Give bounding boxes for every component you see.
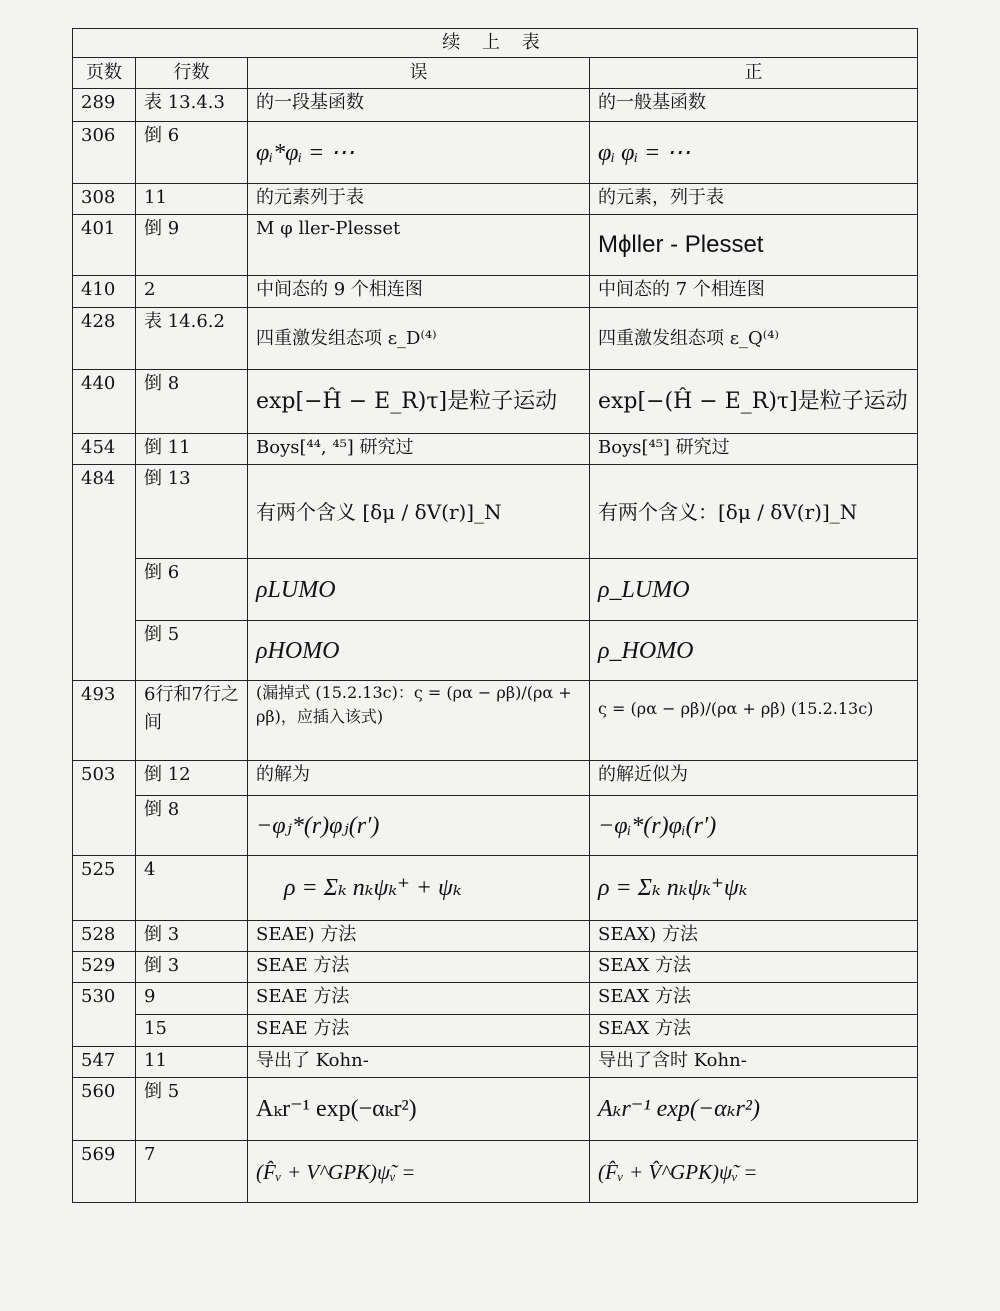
table-row bbox=[73, 796, 918, 856]
header-page: 页数 bbox=[73, 58, 136, 89]
page-cell: 454 bbox=[73, 434, 136, 465]
table-row bbox=[73, 276, 918, 308]
wrong-cell: (F̂ᵥ + V^GPK)ψ̃ᵥ = bbox=[248, 1141, 590, 1203]
right-cell: Mϕller - Plesset bbox=[590, 215, 918, 276]
right-cell: Boys[⁴⁵] 研究过 bbox=[590, 434, 918, 465]
table-row bbox=[73, 921, 918, 952]
table-row bbox=[73, 370, 918, 434]
wrong-cell: SEAE 方法 bbox=[248, 1015, 590, 1047]
wrong-cell: φᵢ*φᵢ = ⋯ bbox=[248, 122, 590, 184]
line-cell: 倒 5 bbox=[136, 621, 248, 681]
line-cell: 倒 8 bbox=[136, 370, 248, 434]
errata-table bbox=[72, 28, 918, 1203]
table-row bbox=[73, 308, 918, 370]
header-row bbox=[73, 58, 918, 89]
line-cell: 表 14.6.2 bbox=[136, 308, 248, 370]
right-cell: exp[−(Ĥ − E_R)τ]是粒子运动 bbox=[590, 370, 918, 434]
wrong-cell: (漏掉式 (15.2.13c)：ς = (ρα − ρβ)/(ρα + ρβ)，应插入该式) bbox=[248, 681, 590, 761]
table-row bbox=[73, 681, 918, 761]
table-row bbox=[73, 465, 918, 559]
page-cell: 528 bbox=[73, 921, 136, 952]
right-cell: ρ = Σₖ nₖψₖ⁺ψₖ bbox=[590, 856, 918, 921]
line-cell: 倒 3 bbox=[136, 921, 248, 952]
right-cell: ς = (ρα − ρβ)/(ρα + ρβ) (15.2.13c) bbox=[590, 681, 918, 761]
right-cell: 中间态的 7 个相连图 bbox=[590, 276, 918, 308]
header-wrong: 误 bbox=[248, 58, 590, 89]
line-cell: 倒 6 bbox=[136, 122, 248, 184]
wrong-cell: SEAE 方法 bbox=[248, 952, 590, 983]
table-row bbox=[73, 434, 918, 465]
page-cell: 484 bbox=[73, 465, 136, 681]
right-cell: SEAX) 方法 bbox=[590, 921, 918, 952]
wrong-cell: exp[−Ĥ − E_R)τ]是粒子运动 bbox=[248, 370, 590, 434]
wrong-cell: −φⱼ*(r)φⱼ(r′) bbox=[248, 796, 590, 856]
page-cell: 530 bbox=[73, 983, 136, 1047]
line-cell: 倒 3 bbox=[136, 952, 248, 983]
line-cell: 倒 11 bbox=[136, 434, 248, 465]
line-cell: 4 bbox=[136, 856, 248, 921]
wrong-cell: SEAE) 方法 bbox=[248, 921, 590, 952]
line-cell: 7 bbox=[136, 1141, 248, 1203]
line-cell: 6行和7行之间 bbox=[136, 681, 248, 761]
page-cell: 308 bbox=[73, 184, 136, 215]
right-cell: 的一般基函数 bbox=[590, 89, 918, 122]
line-cell: 倒 6 bbox=[136, 559, 248, 621]
table-row bbox=[73, 983, 918, 1015]
page-cell: 428 bbox=[73, 308, 136, 370]
right-cell: ρ_HOMO bbox=[590, 621, 918, 681]
page-cell: 569 bbox=[73, 1141, 136, 1203]
wrong-cell: 有两个含义 [δμ / δV(r)]_N bbox=[248, 465, 590, 559]
wrong-cell: 的一段基函数 bbox=[248, 89, 590, 122]
wrong-cell: Aₖr⁻¹ exp(−αₖr²) bbox=[248, 1078, 590, 1141]
wrong-cell: 的解为 bbox=[248, 761, 590, 796]
page-cell: 547 bbox=[73, 1047, 136, 1078]
line-cell: 2 bbox=[136, 276, 248, 308]
right-cell: (F̂ᵥ + V̂^GPK)ψ̃ᵥ = bbox=[590, 1141, 918, 1203]
header-line: 行数 bbox=[136, 58, 248, 89]
right-cell: −φᵢ*(r)φᵢ(r′) bbox=[590, 796, 918, 856]
page-cell: 440 bbox=[73, 370, 136, 434]
line-cell: 倒 5 bbox=[136, 1078, 248, 1141]
header-right: 正 bbox=[590, 58, 918, 89]
right-cell: 导出了含时 Kohn- bbox=[590, 1047, 918, 1078]
page-cell: 525 bbox=[73, 856, 136, 921]
line-cell: 9 bbox=[136, 983, 248, 1015]
table-row bbox=[73, 184, 918, 215]
table-row bbox=[73, 952, 918, 983]
table-row bbox=[73, 122, 918, 184]
table-row bbox=[73, 1015, 918, 1047]
right-cell: 的元素，列于表 bbox=[590, 184, 918, 215]
table-row bbox=[73, 1047, 918, 1078]
wrong-cell: SEAE 方法 bbox=[248, 983, 590, 1015]
page-cell: 401 bbox=[73, 215, 136, 276]
right-cell: SEAX 方法 bbox=[590, 952, 918, 983]
line-cell: 倒 12 bbox=[136, 761, 248, 796]
page-cell: 529 bbox=[73, 952, 136, 983]
right-cell: Aₖr⁻¹ exp(−αₖr²) bbox=[590, 1078, 918, 1141]
table-title: 续 上 表 bbox=[73, 29, 918, 58]
wrong-cell: 中间态的 9 个相连图 bbox=[248, 276, 590, 308]
table-row bbox=[73, 215, 918, 276]
line-cell: 表 13.4.3 bbox=[136, 89, 248, 122]
wrong-cell: ρLUMO bbox=[248, 559, 590, 621]
table-row bbox=[73, 1078, 918, 1141]
right-cell: SEAX 方法 bbox=[590, 983, 918, 1015]
table-row bbox=[73, 1141, 918, 1203]
page-cell: 493 bbox=[73, 681, 136, 761]
table-row bbox=[73, 89, 918, 122]
wrong-cell: 的元素列于表 bbox=[248, 184, 590, 215]
table-row bbox=[73, 559, 918, 621]
table-title-row bbox=[73, 29, 918, 58]
wrong-cell: ρHOMO bbox=[248, 621, 590, 681]
line-cell: 11 bbox=[136, 1047, 248, 1078]
line-cell: 11 bbox=[136, 184, 248, 215]
wrong-cell: 四重激发组态项 ε_D⁽⁴⁾ bbox=[248, 308, 590, 370]
wrong-cell: 导出了 Kohn- bbox=[248, 1047, 590, 1078]
right-cell: ρ_LUMO bbox=[590, 559, 918, 621]
right-cell: 的解近似为 bbox=[590, 761, 918, 796]
page-cell: 306 bbox=[73, 122, 136, 184]
wrong-cell: ρ = Σₖ nₖψₖ⁺ + ψₖ bbox=[248, 856, 590, 921]
line-cell: 15 bbox=[136, 1015, 248, 1047]
table-row bbox=[73, 621, 918, 681]
line-cell: 倒 8 bbox=[136, 796, 248, 856]
table-row bbox=[73, 856, 918, 921]
page-cell: 289 bbox=[73, 89, 136, 122]
right-cell: 四重激发组态项 ε_Q⁽⁴⁾ bbox=[590, 308, 918, 370]
page-cell: 503 bbox=[73, 761, 136, 856]
line-cell: 倒 9 bbox=[136, 215, 248, 276]
page-cell: 560 bbox=[73, 1078, 136, 1141]
right-cell: φᵢ φᵢ = ⋯ bbox=[590, 122, 918, 184]
wrong-cell: Boys[⁴⁴, ⁴⁵] 研究过 bbox=[248, 434, 590, 465]
wrong-cell: M φ ller-Plesset bbox=[248, 215, 590, 276]
line-cell: 倒 13 bbox=[136, 465, 248, 559]
right-cell: SEAX 方法 bbox=[590, 1015, 918, 1047]
page-cell: 410 bbox=[73, 276, 136, 308]
table-row bbox=[73, 761, 918, 796]
right-cell: 有两个含义：[δμ / δV(r)]_N bbox=[590, 465, 918, 559]
